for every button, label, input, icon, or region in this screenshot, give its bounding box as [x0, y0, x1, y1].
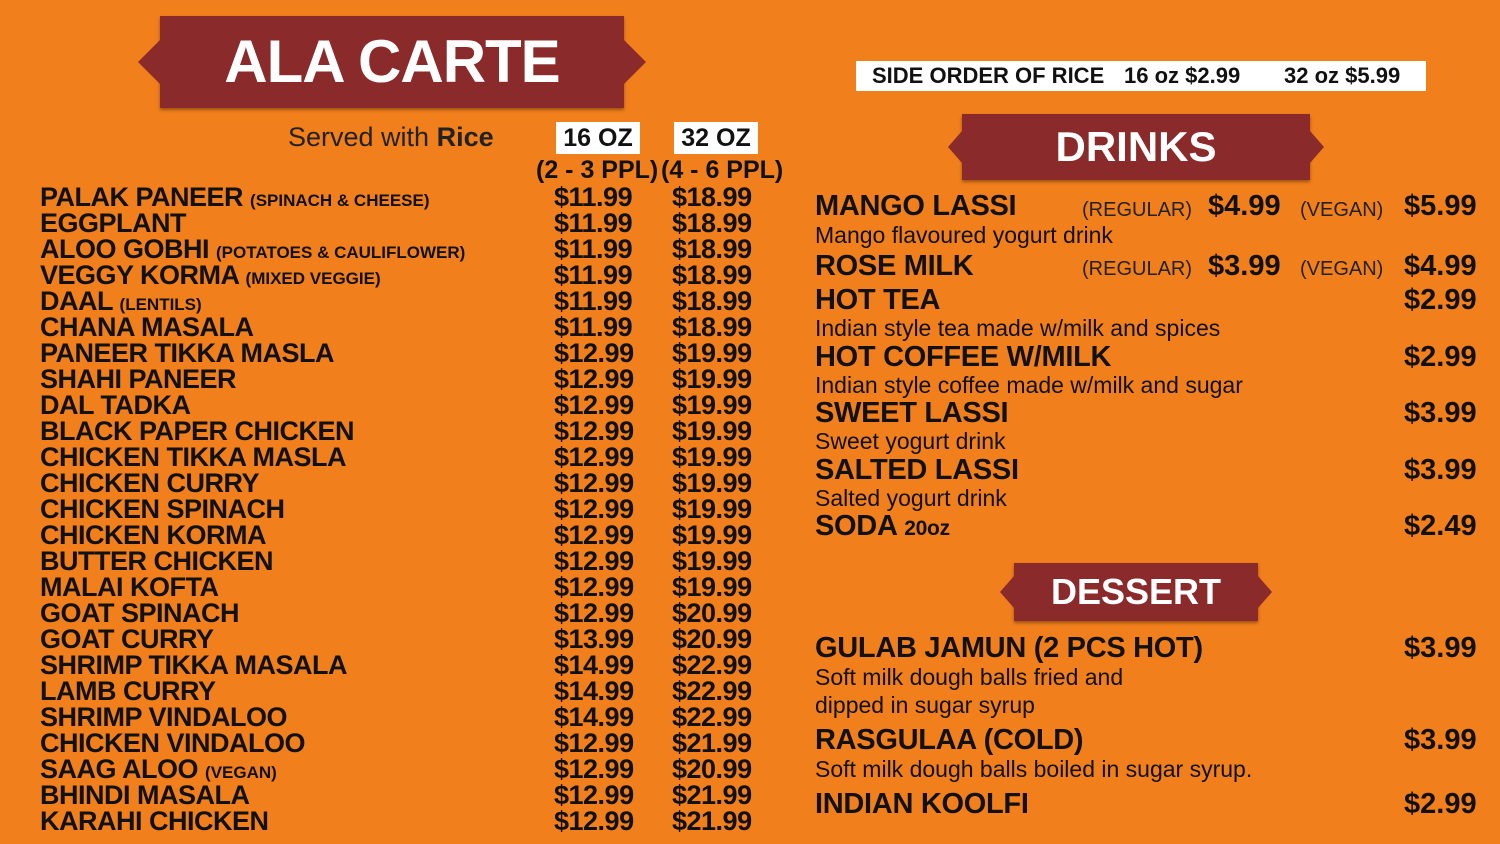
soda-size: 20oz [904, 517, 950, 540]
menu-item-name: SHAHI PANEER [40, 364, 237, 394]
menu-item-name: SAAG ALOO [40, 754, 199, 784]
koolfi-name: INDIAN KOOLFI [815, 788, 1029, 820]
menu-item-price-32oz: $18.99 [672, 234, 752, 264]
menu-item-price-32oz: $19.99 [672, 546, 752, 576]
menu-item-price-32oz: $20.99 [672, 598, 752, 628]
menu-item-row [40, 496, 780, 522]
served-rice: Rice [436, 122, 494, 152]
ala-carte-banner: ALA CARTE [160, 16, 624, 108]
menu-item-name: CHICKEN SPINACH [40, 494, 285, 524]
menu-item-row [40, 470, 780, 496]
drinks-banner: DRINKS [962, 114, 1310, 180]
menu-item-price-32oz: $20.99 [672, 624, 752, 654]
menu-item-row [40, 444, 780, 470]
menu-item-name: ALOO GOBHI [40, 234, 209, 264]
menu-item-label [40, 366, 236, 392]
mango-lassi-regular-price: $4.99 [1208, 190, 1281, 222]
side-rice-16oz: 16 oz $2.99 [1124, 63, 1241, 88]
menu-item-row [40, 418, 780, 444]
menu-item-note: (POTATOES & CAULIFLOWER) [216, 243, 466, 262]
rose-milk-name: ROSE MILK [815, 250, 974, 282]
menu-item-name: GOAT CURRY [40, 624, 214, 654]
hot-tea-desc: Indian style tea made w/milk and spices [815, 315, 1221, 341]
served-with-rice [288, 122, 494, 153]
menu-item-label [40, 782, 250, 808]
menu-item-row [40, 340, 780, 366]
menu-item-note: (LENTILS) [119, 295, 202, 314]
menu-item-row [40, 782, 780, 808]
menu-item-price-16oz: $12.99 [554, 728, 634, 758]
menu-item-price-32oz: $19.99 [672, 442, 752, 472]
menu-item-price-32oz: $19.99 [672, 364, 752, 394]
menu-item-row [40, 522, 780, 548]
menu-item-price-16oz: $12.99 [554, 442, 634, 472]
menu-item-label [40, 548, 273, 574]
mango-lassi-vegan-tag: (VEGAN) [1300, 199, 1384, 221]
salted-lassi-name: SALTED LASSI [815, 454, 1019, 486]
menu-item-name: BHINDI MASALA [40, 780, 250, 810]
side-rice-label: SIDE ORDER OF RICE [872, 63, 1105, 88]
menu-item-label [40, 600, 239, 626]
rose-milk-vegan-tag: (VEGAN) [1300, 258, 1384, 280]
menu-item-price-32oz: $20.99 [672, 754, 752, 784]
menu-item-note: (MIXED VEGGIE) [245, 269, 381, 288]
menu-item-label [40, 730, 305, 756]
mango-lassi-vegan-price: $5.99 [1404, 190, 1477, 222]
menu-item-price-16oz: $11.99 [554, 208, 633, 238]
menu-item-label [40, 392, 191, 418]
menu-item-price-32oz: $19.99 [672, 468, 752, 498]
side-rice-box [856, 61, 1426, 91]
sweet-lassi-name: SWEET LASSI [815, 397, 1009, 429]
menu-item-price-16oz: $12.99 [554, 806, 634, 836]
menu-item-name: VEGGY KORMA [40, 260, 239, 290]
rose-milk-vegan-price: $4.99 [1404, 250, 1477, 282]
ppl-16oz-header: (2 - 3 PPL) [536, 156, 659, 184]
menu-item-row [40, 626, 780, 652]
menu-item-price-16oz: $12.99 [554, 364, 634, 394]
menu-item-name: DAL TADKA [40, 390, 191, 420]
menu-item-row [40, 678, 780, 704]
hot-tea-price: $2.99 [1404, 284, 1477, 316]
side-rice-32oz: 32 oz $5.99 [1284, 63, 1401, 88]
rasgulaa-price: $3.99 [1404, 724, 1477, 756]
menu-item-price-16oz: $12.99 [554, 598, 634, 628]
menu-item-label [40, 626, 214, 652]
menu-item-label [40, 522, 266, 548]
rose-milk-regular-price: $3.99 [1208, 250, 1281, 282]
menu-item-price-16oz: $14.99 [554, 650, 634, 680]
menu-item-row [40, 366, 780, 392]
menu-item-price-32oz: $18.99 [672, 312, 752, 342]
menu-item-price-32oz: $19.99 [672, 416, 752, 446]
menu-item-name: SHRIMP VINDALOO [40, 702, 288, 732]
menu-item-price-32oz: $19.99 [672, 390, 752, 420]
menu-item-name: DAAL [40, 286, 113, 316]
rose-milk-regular-tag: (REGULAR) [1082, 258, 1193, 280]
mango-lassi-name: MANGO LASSI [815, 190, 1017, 222]
hot-tea-name: HOT TEA [815, 284, 941, 316]
menu-item-row [40, 288, 780, 314]
menu-item-label [40, 418, 354, 444]
menu-item-price-32oz: $21.99 [672, 728, 752, 758]
soda-item [815, 510, 950, 543]
mango-lassi-desc: Mango flavoured yogurt drink [815, 222, 1113, 248]
menu-item-row [40, 704, 780, 730]
menu-item-name: LAMB CURRY [40, 676, 216, 706]
mango-lassi-regular-tag: (REGULAR) [1082, 199, 1193, 221]
menu-item-row [40, 236, 780, 262]
menu-item-price-32oz: $18.99 [672, 286, 752, 316]
served-prefix: Served with [288, 122, 437, 152]
rasgulaa-name: RASGULAA (COLD) [815, 724, 1084, 756]
menu-item-price-16oz: $12.99 [554, 416, 634, 446]
menu-item-row [40, 262, 780, 288]
koolfi-price: $2.99 [1404, 788, 1477, 820]
menu-item-name: CHICKEN KORMA [40, 520, 266, 550]
menu-item-price-16oz: $11.99 [554, 182, 633, 212]
menu-item-price-32oz: $18.99 [672, 260, 752, 290]
menu-item-price-16oz: $12.99 [554, 390, 634, 420]
menu-item-name: EGGPLANT [40, 208, 187, 238]
menu-item-name: CHICKEN TIKKA MASLA [40, 442, 346, 472]
menu-item-label [40, 444, 346, 470]
menu-item-row [40, 184, 780, 210]
menu-item-row [40, 210, 780, 236]
menu-item-name: CHICKEN CURRY [40, 468, 260, 498]
menu-item-row [40, 730, 780, 756]
menu-item-row [40, 756, 780, 782]
menu-item-name: GOAT SPINACH [40, 598, 240, 628]
menu-item-price-16oz: $14.99 [554, 676, 634, 706]
gulab-jamun-name: GULAB JAMUN (2 PCS HOT) [815, 632, 1203, 664]
hot-coffee-desc: Indian style coffee made w/milk and sugar [815, 372, 1243, 398]
menu-item-price-16oz: $12.99 [554, 338, 634, 368]
menu-item-label [40, 808, 269, 834]
ppl-32oz-header: (4 - 6 PPL) [661, 156, 784, 184]
menu-item-price-32oz: $18.99 [672, 208, 752, 238]
menu-item-label [40, 678, 215, 704]
menu-item-price-32oz: $19.99 [672, 572, 752, 602]
size-32oz-header: 32 OZ [674, 122, 758, 154]
menu-item-price-32oz: $21.99 [672, 806, 752, 836]
sweet-lassi-price: $3.99 [1404, 397, 1477, 429]
gulab-jamun-desc-1: Soft milk dough balls fried and [815, 664, 1124, 690]
menu-item-name: PANEER TIKKA MASLA [40, 338, 334, 368]
menu-item-price-16oz: $12.99 [554, 494, 634, 524]
menu-item-price-32oz: $22.99 [672, 676, 752, 706]
menu-item-label [40, 340, 334, 366]
menu-item-row [40, 574, 780, 600]
menu-item-name: KARAHI CHICKEN [40, 806, 269, 836]
menu-item-price-32oz: $18.99 [672, 182, 752, 212]
menu-item-price-16oz: $13.99 [554, 624, 634, 654]
menu-item-name: CHICKEN VINDALOO [40, 728, 306, 758]
menu-item-label [40, 704, 287, 730]
menu-item-label [40, 210, 186, 236]
menu-item-row [40, 600, 780, 626]
menu-item-label [40, 314, 253, 340]
size-16oz-header: 16 OZ [556, 122, 640, 154]
salted-lassi-price: $3.99 [1404, 454, 1477, 486]
menu-item-price-16oz: $12.99 [554, 546, 634, 576]
soda-price: $2.49 [1404, 510, 1477, 542]
menu-item-price-32oz: $21.99 [672, 780, 752, 810]
menu-item-price-32oz: $19.99 [672, 494, 752, 524]
menu-item-label [40, 652, 347, 678]
menu-item-label [40, 496, 285, 522]
menu-item-price-16oz: $11.99 [554, 260, 633, 290]
menu-item-name: BLACK PAPER CHICKEN [40, 416, 355, 446]
menu-item-price-16oz: $11.99 [554, 234, 633, 264]
gulab-jamun-desc-2: dipped in sugar syrup [815, 692, 1035, 718]
hot-coffee-price: $2.99 [1404, 341, 1477, 373]
menu-item-price-16oz: $12.99 [554, 780, 634, 810]
menu-item-price-16oz: $14.99 [554, 702, 634, 732]
menu-item-label [40, 574, 218, 600]
menu-item-label [40, 470, 259, 496]
menu-item-row [40, 652, 780, 678]
menu-item-price-16oz: $12.99 [554, 572, 634, 602]
menu-item-row [40, 808, 780, 834]
menu-item-row [40, 548, 780, 574]
sweet-lassi-desc: Sweet yogurt drink [815, 428, 1006, 454]
menu-item-row [40, 314, 780, 340]
menu-item-price-16oz: $12.99 [554, 754, 634, 784]
menu-item-price-32oz: $19.99 [672, 520, 752, 550]
menu-item-price-32oz: $22.99 [672, 650, 752, 680]
menu-item-row [40, 392, 780, 418]
gulab-jamun-price: $3.99 [1404, 632, 1477, 664]
salted-lassi-desc: Salted yogurt drink [815, 485, 1007, 511]
menu-item-price-32oz: $19.99 [672, 338, 752, 368]
rasgulaa-desc: Soft milk dough balls boiled in sugar syrup. [815, 756, 1253, 782]
menu-item-name: MALAI KOFTA [40, 572, 219, 602]
menu-item-name: SHRIMP TIKKA MASALA [40, 650, 347, 680]
menu-item-price-16oz: $11.99 [554, 286, 633, 316]
menu-item-price-32oz: $22.99 [672, 702, 752, 732]
menu-item-name: CHANA MASALA [40, 312, 254, 342]
menu-item-note: (VEGAN) [205, 763, 277, 782]
dessert-banner: DESSERT [1014, 563, 1258, 621]
ala-carte-list [40, 184, 780, 834]
menu-item-price-16oz: $11.99 [554, 312, 633, 342]
soda-name: SODA [815, 510, 897, 542]
menu-item-name: PALAK PANEER [40, 182, 244, 212]
menu-item-name: BUTTER CHICKEN [40, 546, 273, 576]
menu-item-price-16oz: $12.99 [554, 520, 634, 550]
hot-coffee-name: HOT COFFEE W/MILK [815, 341, 1112, 373]
menu-item-price-16oz: $12.99 [554, 468, 634, 498]
menu-item-note: (SPINACH & CHEESE) [250, 191, 430, 210]
